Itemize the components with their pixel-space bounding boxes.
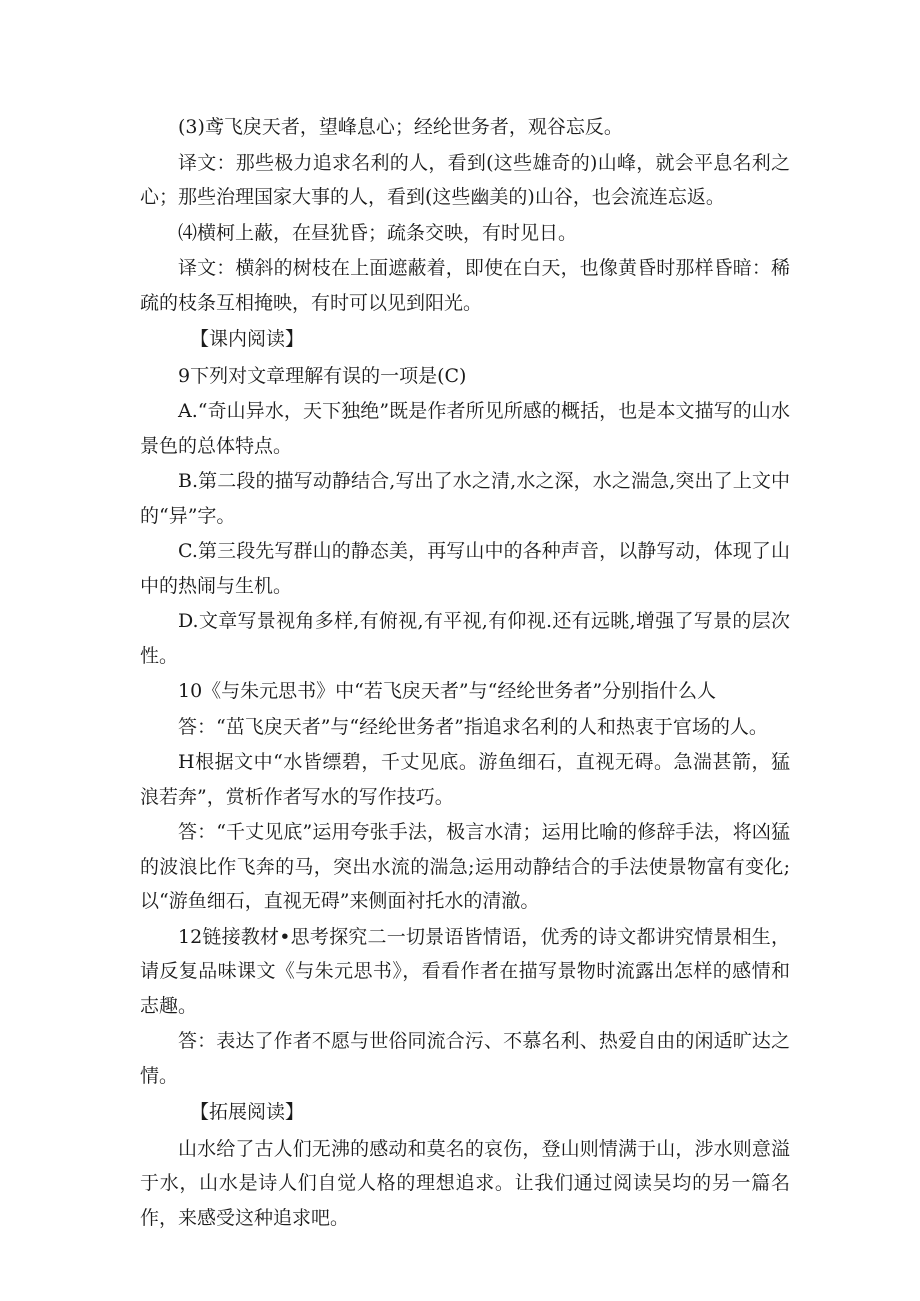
option-d: D.文章写景视角多样,有俯视,有平视,有仰视.还有远眺,增强了写景的层次性。 (140, 610, 790, 667)
question-12: 12链接教材•思考探究二一切景语皆情语，优秀的诗文都讲究情景相生，请反复品味课文《与朱元思书》，看看作者在描写景物时流露出怎样的感情和志趣。 (140, 925, 790, 1017)
translation-4: 译文：横斜的树枝在上面遮蔽着，即使在白天，也像黄昏时那样昏暗：稀疏的枝条互相掩映，有时可以见到阳光。 (140, 257, 790, 314)
section-heading-extended-reading: 【拓展阅读】 (190, 1101, 305, 1123)
question-9: 9下列对文章理解有误的一项是(C) (178, 364, 467, 387)
answer-11: 答：“千丈见底”运用夸张手法，极言水清；运用比喻的修辞手法，将凶猛的波浪比作飞奔的马，突出水流的湍急;运用动静结合的手法使景物富有变化;以“游鱼细石，直视无碍”来侧面衬托水的清澈。 (140, 821, 790, 912)
question-11: H根据文中“水皆缥碧，千丈见底。游鱼细石，直视无碍。急湍甚箭，猛浪若奔”，赏析作者写水的写作技巧。 (140, 751, 790, 808)
answer-10: 答：“茁飞戾天者”与“经纶世务者”指追求名利的人和热衷于官场的人。 (178, 715, 768, 738)
translation-3: 译文：那些极力追求名利的人，看到(这些雄奇的)山峰，就会平息名利之心；那些治理国家大事的人，看到(这些幽美的)山谷，也会流连忘返。 (140, 151, 790, 208)
example-sentence-3: (3)鸢飞戾天者，望峰息心；经纶世务者，观谷忘反。 (178, 116, 623, 138)
option-c: C.第三段先写群山的静态美，再写山中的各种声音，以静写动，体现了山中的热闹与生机。 (140, 540, 790, 597)
document-body (140, 110, 790, 1235)
question-10: 10《与朱元思书》中“若飞戾天者”与“经纶世务者”分别指什么人 (178, 680, 717, 702)
example-sentence-4: ⑷横柯上蔽，在昼犹昏；疏条交映，有时见日。 (178, 221, 578, 244)
option-a: A.“奇山异水，天下独绝”既是作者所见所感的概括，也是本文描写的山水景色的总体特点。 (140, 400, 790, 457)
option-b: B.第二段的描写动静结合,写出了水之清,水之深，水之湍急,突出了上文中的“异”字。 (140, 470, 790, 527)
extended-reading-intro: 山水给了古人们无沸的感动和莫名的哀伤，登山则情满于山，涉水则意溢于水，山水是诗人们自觉人格的理想追求。让我们通过阅读吴均的另一篇名作，来感受这种追求吧。 (140, 1137, 790, 1229)
answer-12: 答：表达了作者不愿与世俗同流合污、不慕名利、热爱自由的闲适旷达之情。 (140, 1030, 790, 1087)
section-heading-in-class-reading: 【课内阅读】 (190, 328, 305, 350)
